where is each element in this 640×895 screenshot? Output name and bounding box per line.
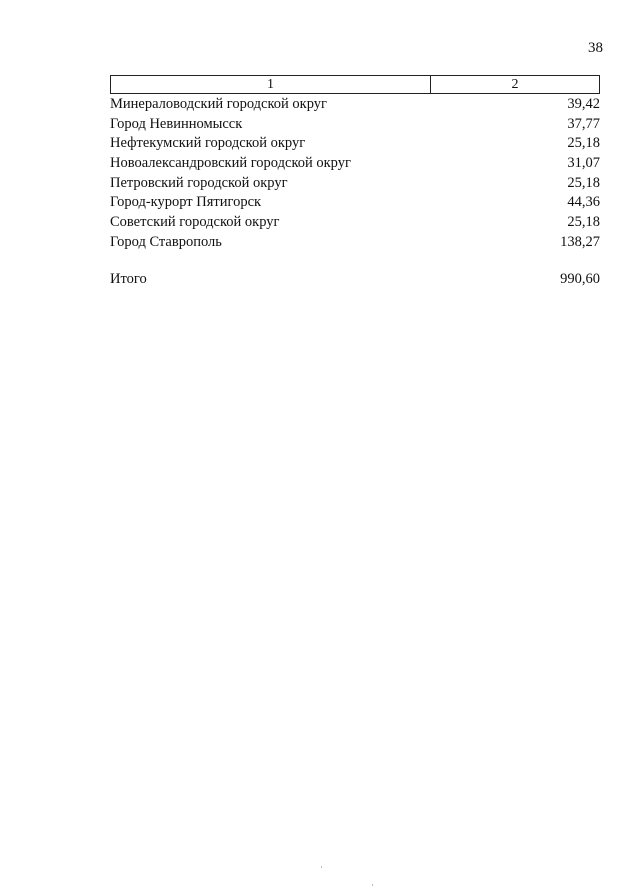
total-row xyxy=(110,270,600,289)
row-value: 138,27 xyxy=(560,233,600,250)
table-row xyxy=(110,233,600,253)
row-value: 31,07 xyxy=(567,155,600,172)
page-number: 38 xyxy=(588,40,603,56)
row-name: Нефтекумский городской округ xyxy=(110,135,306,152)
row-value: 44,36 xyxy=(567,194,600,211)
table-row xyxy=(110,154,600,174)
table-row xyxy=(110,134,600,154)
column-header-1: 1 xyxy=(111,76,431,93)
table-body xyxy=(110,95,600,253)
row-name: Новоалександровский городской округ xyxy=(110,155,351,172)
row-value: 25,18 xyxy=(567,214,600,231)
row-name: Город Невинномысск xyxy=(110,115,243,132)
row-value: 25,18 xyxy=(567,174,600,191)
row-name: Город-курорт Пятигорск xyxy=(110,194,262,211)
total-value: 990,60 xyxy=(560,271,600,287)
row-name: Город Ставрополь xyxy=(110,233,222,250)
row-name: Минераловодский городской округ xyxy=(110,96,327,112)
row-value: 37,77 xyxy=(567,115,600,132)
table-row xyxy=(110,115,600,135)
table-row xyxy=(110,174,600,194)
scan-speck xyxy=(372,884,373,886)
column-header-2: 2 xyxy=(511,77,519,92)
table-row xyxy=(110,95,600,115)
scan-speck xyxy=(321,866,322,868)
row-value: 25,18 xyxy=(567,135,600,152)
table-row xyxy=(110,213,600,233)
row-name: Советский городской округ xyxy=(110,214,280,231)
row-name: Петровский городской округ xyxy=(110,174,288,191)
table-header xyxy=(110,75,600,94)
table-row xyxy=(110,193,600,213)
row-value: 39,42 xyxy=(567,96,600,112)
total-label: Итого xyxy=(110,271,147,287)
